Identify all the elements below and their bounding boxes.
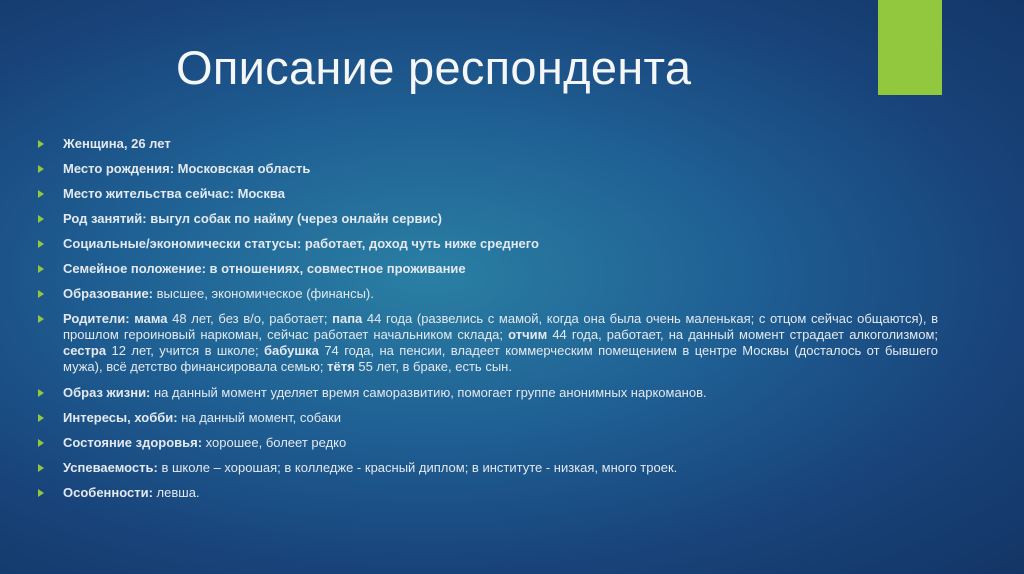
item-label: Состояние здоровья: [63,435,203,450]
stepfather-text: 44 года, работает, на данный момент страдает алкоголизмом; [547,327,938,342]
triangle-right-icon [38,464,44,472]
item-label: Образ жизни: [63,385,151,400]
dad-label: папа [332,311,363,326]
triangle-right-icon [38,489,44,497]
item-text: Женщина, 26 лет [63,136,171,151]
item-text: Место жительства сейчас: Москва [63,186,285,201]
triangle-right-icon [38,389,44,397]
triangle-right-icon [38,265,44,273]
grandmother-text: 74 года, на пенсии, владеет коммерческим помещением в центре Москвы (досталось от бывшего мужа), всё детство финансировала семью; [63,343,938,374]
triangle-right-icon [38,240,44,248]
list-item-parents [38,311,938,375]
accent-bar [878,0,942,95]
item-text: на данный момент, собаки [177,410,342,425]
item-label: Образование: [63,286,154,301]
aunt-text: 55 лет, в браке, есть сын. [354,359,512,374]
item-text: Род занятий: выгул собак по найму (через онлайн сервис) [63,211,443,226]
list-item-social-status [38,236,938,252]
mom-text: 48 лет, без в/о, работает; [167,311,333,326]
item-text: Семейное положение: в отношениях, совместное проживание [63,261,466,276]
list-item-residence [38,186,938,202]
list-item-health [38,435,938,451]
grandmother-label: бабушка [263,343,319,358]
triangle-right-icon [38,190,44,198]
item-text: в школе – хорошая; в колледже - красный диплом; в институте - низкая, много троек. [157,460,678,475]
triangle-right-icon [38,290,44,298]
list-item-performance [38,460,938,476]
dad-text: 44 года (развелись с мамой, когда она была очень маленькая; с отцом сейчас общаются), в прошлом героиновый наркоман, сейчас работает начальником склада; [63,311,938,342]
respondent-description-list [38,136,938,510]
item-label: Успеваемость: [63,460,158,475]
item-label: Интересы, хобби: [63,410,178,425]
list-item-education [38,286,938,302]
item-text: Социальные/экономически статусы: работает, доход чуть ниже среднего [63,236,539,251]
list-item-gender-age [38,136,938,152]
sister-text: 12 лет, учится в школе; [106,343,264,358]
stepfather-label: отчим [508,327,548,342]
item-text: на данный момент уделяет время саморазвитию, помогает группе анонимных наркоманов. [150,385,707,400]
item-label: Родители: [63,311,130,326]
aunt-label: тётя [327,359,355,374]
triangle-right-icon [38,439,44,447]
triangle-right-icon [38,140,44,148]
list-item-features [38,485,938,501]
item-text: хорошее, болеет редко [202,435,347,450]
list-item-birthplace [38,161,938,177]
sister-label: сестра [63,343,107,358]
list-item-interests [38,410,938,426]
list-item-family-status [38,261,938,277]
slide-title: Описание респондента [176,41,692,94]
triangle-right-icon [38,414,44,422]
triangle-right-icon [38,165,44,173]
triangle-right-icon [38,315,44,323]
mom-label: мама [134,311,168,326]
item-text: Место рождения: Московская область [63,161,311,176]
list-item-lifestyle [38,385,938,401]
item-label: Особенности: [63,485,153,500]
item-text: левша. [152,485,200,500]
triangle-right-icon [38,215,44,223]
list-item-occupation [38,211,938,227]
item-text: высшее, экономическое (финансы). [153,286,374,301]
